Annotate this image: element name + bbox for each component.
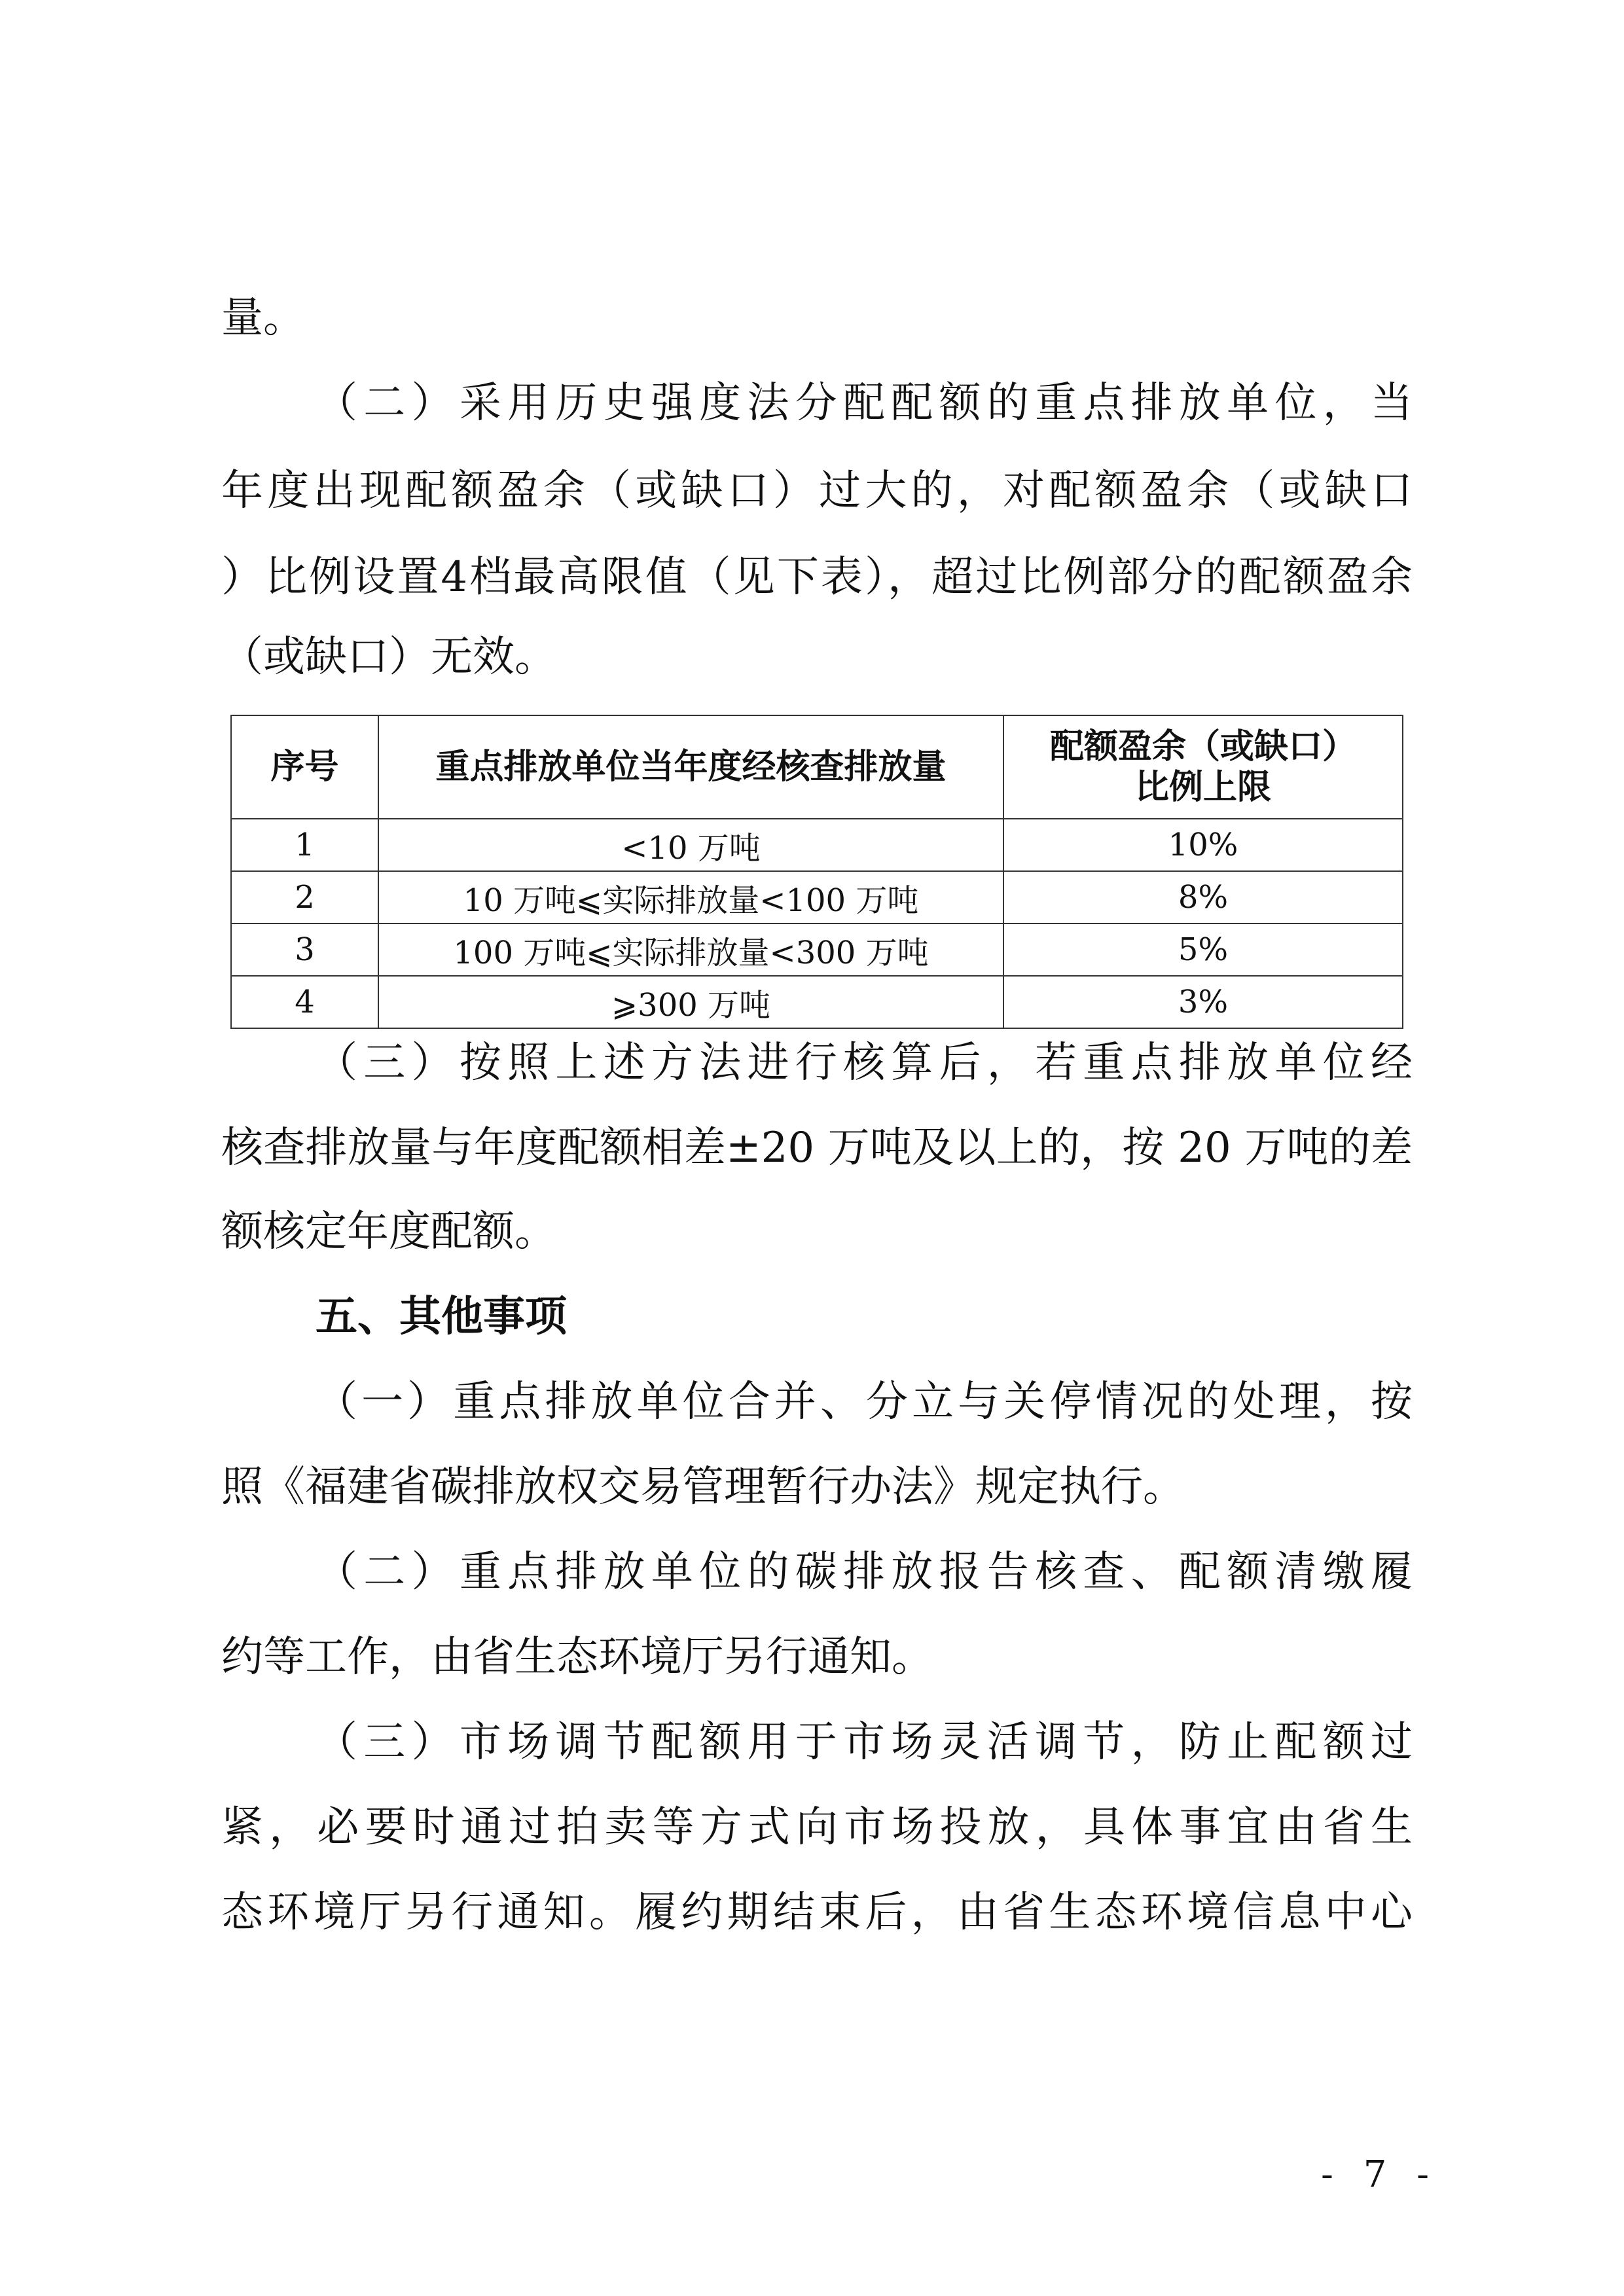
paragraph-line: 额核定年度配额。 [221, 1208, 556, 1256]
paragraph-line: （三）市场调节配额用于市场灵活调节，防止配额过 [316, 1718, 1413, 1767]
cell-ratio: 5% [1003, 924, 1403, 976]
cell-serial: 3 [231, 924, 378, 976]
cell-emission: 10 万吨⩽实际排放量<100 万吨 [378, 871, 1003, 924]
header-emission: 重点排放单位当年度经核查排放量 [378, 715, 1003, 819]
cell-emission: <10 万吨 [378, 819, 1003, 871]
cell-emission: ⩾300 万吨 [378, 976, 1003, 1028]
header-serial: 序号 [231, 715, 378, 819]
table-row [231, 819, 1403, 871]
page-number: - 7 - [1321, 2153, 1439, 2196]
section-heading: 五、其他事项 [316, 1293, 567, 1341]
paragraph-line: （三）按照上述方法进行核算后，若重点排放单位经 [316, 1039, 1413, 1087]
paragraph-line: 量。 [221, 294, 305, 342]
paragraph-line: 核查排放量与年度配额相差±20 万吨及以上的，按 20 万吨的差 [221, 1124, 1413, 1172]
cell-serial: 2 [231, 871, 378, 924]
header-ratio-line1: 配额盈余（或缺口） [1049, 727, 1356, 766]
paragraph-line: 态环境厅另行通知。履约期结束后，由省生态环境信息中心 [221, 1888, 1413, 1937]
paragraph-line: （或缺口）无效。 [221, 633, 556, 681]
table-row [231, 976, 1403, 1028]
cell-ratio: 8% [1003, 871, 1403, 924]
table-header-row [231, 715, 1403, 819]
header-ratio-limit [1003, 715, 1403, 819]
paragraph-line: 年度出现配额盈余（或缺口）过大的，对配额盈余（或缺口 [221, 467, 1413, 515]
cell-serial: 4 [231, 976, 378, 1028]
table-row [231, 924, 1403, 976]
paragraph-line: （二）重点排放单位的碳排放报告核查、配额清缴履 [316, 1548, 1413, 1596]
cell-ratio: 10% [1003, 819, 1403, 871]
cell-emission: 100 万吨⩽实际排放量<300 万吨 [378, 924, 1003, 976]
quota-limit-table [230, 715, 1403, 1029]
paragraph-line: 约等工作，由省生态环境厅另行通知。 [221, 1633, 933, 1681]
header-ratio-line2: 比例上限 [1134, 768, 1271, 807]
paragraph-line: 紧，必要时通过拍卖等方式向市场投放，具体事宜由省生 [221, 1803, 1413, 1852]
cell-serial: 1 [231, 819, 378, 871]
table-row [231, 871, 1403, 924]
paragraph-line: 照《福建省碳排放权交易管理暂行办法》规定执行。 [221, 1463, 1185, 1511]
paragraph-line: （一）重点排放单位合并、分立与关停情况的处理，按 [316, 1378, 1413, 1426]
paragraph-line: ）比例设置4档最高限值（见下表），超过比例部分的配额盈余 [221, 553, 1413, 601]
cell-ratio: 3% [1003, 976, 1403, 1028]
paragraph-line: （二）采用历史强度法分配配额的重点排放单位，当 [316, 379, 1413, 427]
